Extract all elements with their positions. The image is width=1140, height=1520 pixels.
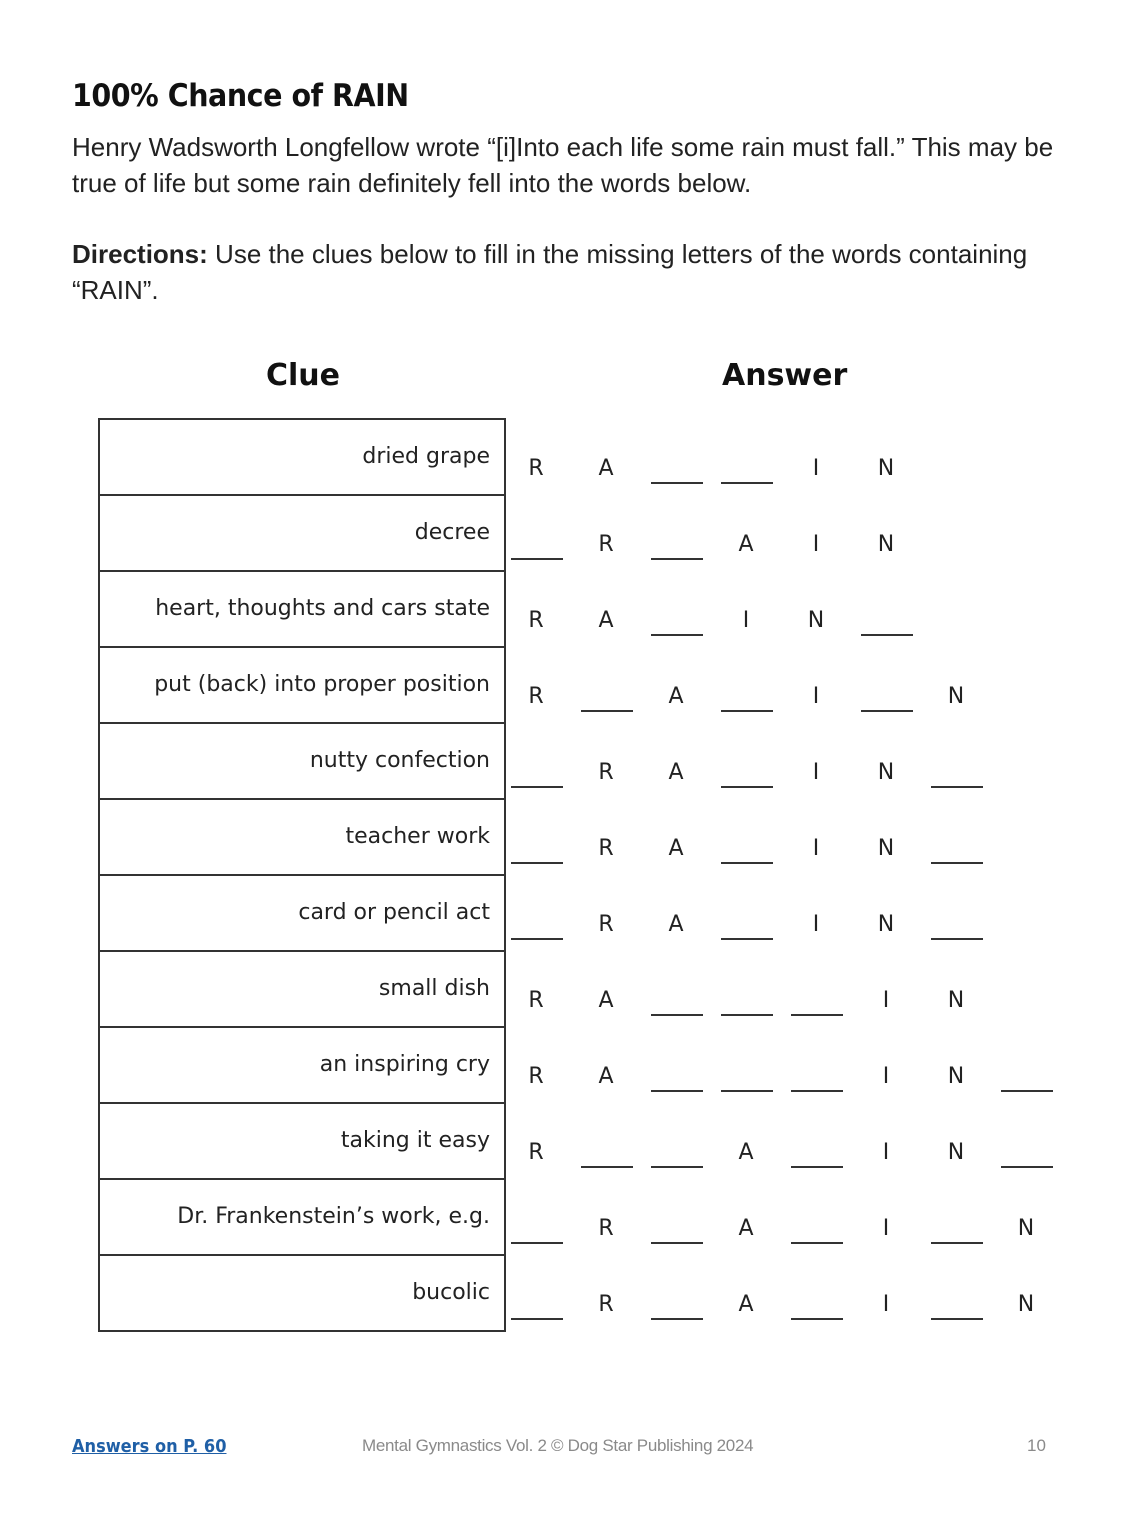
- answer-letter: [788, 722, 844, 798]
- clue-text: card or pencil act: [298, 900, 490, 925]
- given-letter: A: [738, 1216, 754, 1241]
- answer-letter: [718, 1178, 774, 1254]
- given-letter: A: [668, 912, 684, 937]
- answer-letter: [648, 798, 704, 874]
- answer-row: [508, 570, 1068, 646]
- answer-letter: [578, 874, 634, 950]
- clue-row: [100, 572, 504, 648]
- blank-line: [791, 1014, 843, 1016]
- given-letter: R: [528, 988, 544, 1013]
- given-letter: R: [528, 456, 544, 481]
- answer-letter: [928, 950, 984, 1026]
- answer-blank[interactable]: [648, 950, 704, 1026]
- directions-text: Use the clues below to fill in the missing letters of the words containing “RAIN”.: [72, 239, 1028, 305]
- blank-line: [861, 634, 913, 636]
- clue-row: [100, 876, 504, 952]
- answer-letter: [858, 950, 914, 1026]
- blank-line: [651, 1014, 703, 1016]
- blank-line: [651, 1090, 703, 1092]
- clue-row: [100, 1180, 504, 1256]
- clue-row: [100, 496, 504, 572]
- given-letter: R: [528, 684, 544, 709]
- clue-text: decree: [414, 520, 490, 545]
- given-letter: I: [812, 836, 820, 861]
- answer-letter: [788, 646, 844, 722]
- given-letter: R: [598, 912, 614, 937]
- blank-line: [721, 786, 773, 788]
- answer-blank[interactable]: [648, 418, 704, 494]
- answer-blank[interactable]: [718, 798, 774, 874]
- given-letter: N: [947, 1140, 965, 1165]
- answer-letter: [928, 646, 984, 722]
- answer-blank[interactable]: [648, 1178, 704, 1254]
- answer-letter: [928, 1026, 984, 1102]
- blank-line: [651, 1166, 703, 1168]
- given-letter: N: [947, 684, 965, 709]
- answer-letter: [578, 722, 634, 798]
- blank-line: [791, 1242, 843, 1244]
- answer-blank[interactable]: [928, 798, 984, 874]
- given-letter: A: [738, 1140, 754, 1165]
- answer-blank[interactable]: [928, 722, 984, 798]
- answer-letter: [998, 1178, 1054, 1254]
- answer-blank[interactable]: [508, 722, 564, 798]
- blank-line: [651, 1318, 703, 1320]
- given-letter: I: [812, 760, 820, 785]
- given-letter: A: [668, 760, 684, 785]
- given-letter: N: [877, 456, 895, 481]
- answer-row: [508, 950, 1068, 1026]
- directions-paragraph: [72, 236, 1062, 308]
- answer-letter: [858, 874, 914, 950]
- answer-blank[interactable]: [788, 1254, 844, 1330]
- clue-row: [100, 1104, 504, 1180]
- blank-line: [511, 786, 563, 788]
- blank-line: [791, 1318, 843, 1320]
- answer-blank[interactable]: [718, 950, 774, 1026]
- clue-row: [100, 648, 504, 724]
- answer-blank[interactable]: [788, 950, 844, 1026]
- given-letter: R: [528, 1064, 544, 1089]
- answer-letter: [508, 418, 564, 494]
- answers-link[interactable]: Answers on P. 60: [72, 1436, 227, 1457]
- clue-row: [100, 1028, 504, 1104]
- copyright-credit: Mental Gymnastics Vol. 2 © Dog Star Publishing 2024: [362, 1436, 754, 1455]
- answer-blank[interactable]: [928, 1178, 984, 1254]
- answer-letter: [508, 570, 564, 646]
- clue-text: small dish: [378, 976, 490, 1001]
- answer-letter: [718, 1254, 774, 1330]
- clue-column-header: Clue: [266, 358, 341, 393]
- answer-letter: [718, 570, 774, 646]
- answer-letter: [508, 1026, 564, 1102]
- blank-line: [931, 1318, 983, 1320]
- clue-row: [100, 420, 504, 496]
- blank-line: [721, 710, 773, 712]
- answer-blank[interactable]: [788, 1102, 844, 1178]
- given-letter: R: [598, 1216, 614, 1241]
- blank-line: [581, 1166, 633, 1168]
- answer-letter: [578, 1178, 634, 1254]
- blank-line: [651, 634, 703, 636]
- blank-line: [861, 710, 913, 712]
- blank-line: [931, 786, 983, 788]
- answer-letter: [928, 1102, 984, 1178]
- given-letter: R: [528, 608, 544, 633]
- blank-line: [791, 1090, 843, 1092]
- clue-text: taking it easy: [340, 1128, 490, 1153]
- clue-table: [98, 418, 506, 1332]
- answer-blank[interactable]: [718, 418, 774, 494]
- directions-label: Directions:: [72, 239, 208, 269]
- answer-letter: [578, 1026, 634, 1102]
- answer-row: [508, 1178, 1068, 1254]
- answer-row: [508, 418, 1068, 494]
- given-letter: N: [807, 608, 825, 633]
- blank-line: [1001, 1090, 1053, 1092]
- answer-blank[interactable]: [858, 646, 914, 722]
- given-letter: I: [882, 988, 890, 1013]
- given-letter: A: [738, 1292, 754, 1317]
- blank-line: [651, 482, 703, 484]
- answer-blank[interactable]: [648, 494, 704, 570]
- given-letter: I: [812, 532, 820, 557]
- given-letter: I: [812, 684, 820, 709]
- answer-row: [508, 798, 1068, 874]
- answer-letter: [858, 1178, 914, 1254]
- answer-grid: [508, 418, 1068, 1330]
- answer-blank[interactable]: [718, 722, 774, 798]
- given-letter: N: [877, 760, 895, 785]
- answer-letter: [788, 570, 844, 646]
- given-letter: N: [877, 912, 895, 937]
- given-letter: I: [882, 1292, 890, 1317]
- given-letter: A: [598, 1064, 614, 1089]
- given-letter: N: [877, 532, 895, 557]
- given-letter: I: [812, 912, 820, 937]
- given-letter: A: [738, 532, 754, 557]
- answer-letter: [858, 1254, 914, 1330]
- blank-line: [721, 482, 773, 484]
- clue-text: heart, thoughts and cars state: [155, 596, 490, 621]
- answer-blank[interactable]: [648, 1102, 704, 1178]
- given-letter: R: [598, 1292, 614, 1317]
- answer-blank[interactable]: [928, 1254, 984, 1330]
- answer-blank[interactable]: [718, 874, 774, 950]
- blank-line: [721, 1014, 773, 1016]
- answer-blank[interactable]: [788, 1178, 844, 1254]
- answer-blank[interactable]: [508, 1254, 564, 1330]
- answer-blank[interactable]: [508, 874, 564, 950]
- answer-blank[interactable]: [718, 1026, 774, 1102]
- given-letter: R: [598, 760, 614, 785]
- clue-text: an inspiring cry: [319, 1052, 490, 1077]
- answer-row: [508, 874, 1068, 950]
- answer-blank[interactable]: [718, 646, 774, 722]
- blank-line: [651, 1242, 703, 1244]
- given-letter: I: [882, 1216, 890, 1241]
- intro-paragraph: Henry Wadsworth Longfellow wrote “[i]Into each life some rain must fall.” This may be true of life but some rain definitely fell into the words below.: [72, 132, 1054, 198]
- blank-line: [931, 862, 983, 864]
- answer-letter: [858, 1102, 914, 1178]
- given-letter: A: [598, 608, 614, 633]
- given-letter: A: [598, 456, 614, 481]
- answer-blank[interactable]: [648, 1026, 704, 1102]
- clue-text: Dr. Frankenstein’s work, e.g.: [177, 1204, 490, 1229]
- answer-row: [508, 1026, 1068, 1102]
- answer-letter: [718, 1102, 774, 1178]
- answer-letter: [718, 494, 774, 570]
- answer-row: [508, 722, 1068, 798]
- clue-text: teacher work: [345, 824, 490, 849]
- answer-blank[interactable]: [788, 1026, 844, 1102]
- given-letter: A: [668, 684, 684, 709]
- answer-letter: [648, 874, 704, 950]
- answer-letter: [578, 798, 634, 874]
- clue-text: nutty confection: [309, 748, 490, 773]
- answer-letter: [858, 494, 914, 570]
- answer-row: [508, 494, 1068, 570]
- clue-row: [100, 724, 504, 800]
- answer-letter: [508, 1102, 564, 1178]
- blank-line: [651, 558, 703, 560]
- blank-line: [511, 938, 563, 940]
- answer-blank[interactable]: [578, 646, 634, 722]
- answer-letter: [648, 722, 704, 798]
- given-letter: A: [598, 988, 614, 1013]
- given-letter: N: [1017, 1216, 1035, 1241]
- answer-row: [508, 1254, 1068, 1330]
- clue-text: bucolic: [412, 1280, 490, 1305]
- blank-line: [511, 1242, 563, 1244]
- answer-letter: [858, 1026, 914, 1102]
- answer-letter: [788, 874, 844, 950]
- given-letter: I: [882, 1140, 890, 1165]
- page-title: 100% Chance of RAIN: [72, 78, 409, 114]
- blank-line: [721, 862, 773, 864]
- blank-line: [721, 938, 773, 940]
- blank-line: [931, 1242, 983, 1244]
- answer-blank[interactable]: [998, 1102, 1054, 1178]
- answer-letter: [508, 646, 564, 722]
- clue-text: dried grape: [362, 444, 490, 469]
- answer-letter: [508, 950, 564, 1026]
- blank-line: [791, 1166, 843, 1168]
- blank-line: [581, 710, 633, 712]
- blank-line: [721, 1090, 773, 1092]
- page-number: 10: [1027, 1436, 1046, 1455]
- given-letter: N: [947, 1064, 965, 1089]
- given-letter: R: [598, 532, 614, 557]
- blank-line: [931, 938, 983, 940]
- clue-row: [100, 800, 504, 876]
- given-letter: N: [1017, 1292, 1035, 1317]
- answer-blank[interactable]: [858, 570, 914, 646]
- answer-column-header: Answer: [722, 358, 848, 393]
- answer-letter: [578, 494, 634, 570]
- answer-letter: [858, 418, 914, 494]
- answer-blank[interactable]: [648, 570, 704, 646]
- blank-line: [1001, 1166, 1053, 1168]
- answer-row: [508, 1102, 1068, 1178]
- clue-row: [100, 1256, 504, 1332]
- answer-blank[interactable]: [508, 798, 564, 874]
- answer-row: [508, 646, 1068, 722]
- given-letter: R: [528, 1140, 544, 1165]
- answer-letter: [998, 1254, 1054, 1330]
- blank-line: [511, 1318, 563, 1320]
- answer-letter: [578, 950, 634, 1026]
- answer-blank[interactable]: [508, 494, 564, 570]
- answer-letter: [648, 646, 704, 722]
- clue-text: put (back) into proper position: [154, 672, 490, 697]
- given-letter: N: [947, 988, 965, 1013]
- answer-letter: [578, 570, 634, 646]
- answer-blank[interactable]: [578, 1102, 634, 1178]
- answer-blank[interactable]: [928, 874, 984, 950]
- blank-line: [511, 862, 563, 864]
- answer-letter: [788, 798, 844, 874]
- clue-row: [100, 952, 504, 1028]
- answer-letter: [578, 418, 634, 494]
- answer-letter: [578, 1254, 634, 1330]
- given-letter: I: [812, 456, 820, 481]
- given-letter: I: [882, 1064, 890, 1089]
- answer-letter: [858, 798, 914, 874]
- answer-letter: [788, 494, 844, 570]
- answer-blank[interactable]: [998, 1026, 1054, 1102]
- answer-blank[interactable]: [508, 1178, 564, 1254]
- answer-letter: [858, 722, 914, 798]
- given-letter: A: [668, 836, 684, 861]
- given-letter: I: [742, 608, 750, 633]
- given-letter: R: [598, 836, 614, 861]
- blank-line: [511, 558, 563, 560]
- answer-blank[interactable]: [648, 1254, 704, 1330]
- given-letter: N: [877, 836, 895, 861]
- answer-letter: [788, 418, 844, 494]
